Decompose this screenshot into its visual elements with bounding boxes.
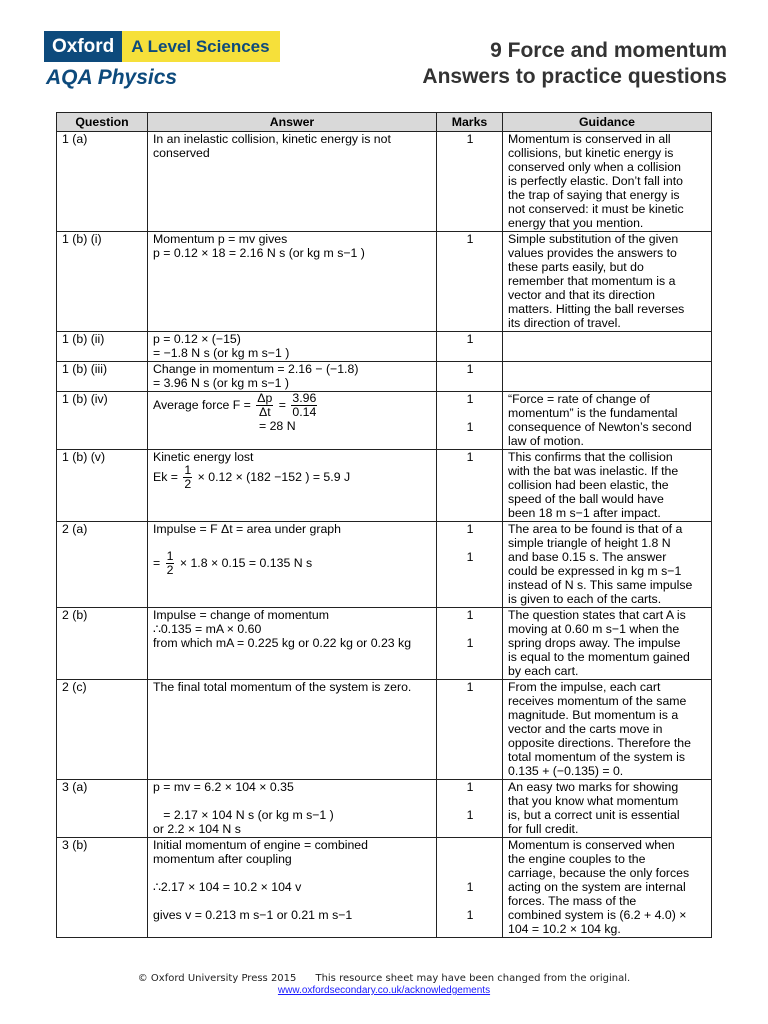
- answer-line: from which mA = 0.225 kg or 0.22 kg or 0.23 kg: [153, 636, 412, 650]
- answer-line: momentum after coupling: [153, 852, 292, 866]
- fraction: [166, 550, 175, 577]
- guidance-line: the trap of saying that energy is: [508, 188, 680, 202]
- guidance-line: combined system is (6.2 + 4.0) ×: [508, 908, 687, 922]
- question-cell: 1 (b) (ii): [57, 332, 148, 362]
- guidance-line: moving at 0.60 m s−1 when the: [508, 622, 680, 636]
- marks-cell: [437, 332, 503, 362]
- guidance-line: spring drops away. The impulse: [508, 636, 681, 650]
- mark-value: 1: [466, 420, 474, 434]
- question-cell: 1 (b) (iii): [57, 362, 148, 392]
- chapter-subtitle: Answers to practice questions: [422, 65, 727, 88]
- answer-line: p = mv = 6.2 × 104 × 0.35: [153, 780, 294, 794]
- guidance-line: This confirms that the collision: [508, 450, 673, 464]
- answer-cell: [148, 392, 437, 450]
- guidance-line: 104 = 10.2 × 104 kg.: [508, 922, 621, 936]
- answer-line: Kinetic energy lost: [153, 450, 254, 464]
- mark-value: 1: [466, 132, 474, 146]
- guidance-cell: [503, 680, 712, 780]
- answer-cell: [148, 362, 437, 392]
- guidance-line: Momentum is conserved when: [508, 838, 675, 852]
- answer-cell: [148, 522, 437, 608]
- table-row: [57, 362, 712, 392]
- guidance-line: values provides the answers to: [508, 246, 677, 260]
- guidance-cell: [503, 522, 712, 608]
- guidance-line: that you know what momentum: [508, 794, 679, 808]
- guidance-line: The question states that cart A is: [508, 608, 686, 622]
- mark-value: 1: [466, 780, 474, 794]
- table-row: [57, 780, 712, 838]
- guidance-line: law of motion.: [508, 434, 584, 448]
- force-equation: [153, 392, 432, 419]
- guidance-line: 0.135 + (−0.135) = 0.: [508, 764, 624, 778]
- answers-table: [56, 112, 712, 938]
- question-cell: 2 (a): [57, 522, 148, 608]
- question-cell: 1 (b) (i): [57, 232, 148, 332]
- answer-cell: [148, 450, 437, 522]
- answer-cell: [148, 232, 437, 332]
- answer-line: ∴0.135 = mA × 0.60: [153, 622, 262, 636]
- guidance-line: consequence of Newton’s second: [508, 420, 692, 434]
- guidance-line: Simple substitution of the given: [508, 232, 679, 246]
- page-footer: [0, 973, 768, 997]
- guidance-line: Momentum is conserved in all: [508, 132, 671, 146]
- mark-value: 1: [466, 908, 474, 922]
- fraction-numerator: 1: [166, 549, 174, 563]
- guidance-line: vector and that its direction: [508, 288, 655, 302]
- fraction: [183, 464, 192, 491]
- question-cell: 1 (b) (iv): [57, 392, 148, 450]
- answer-line: Impulse = change of momentum: [153, 608, 330, 622]
- guidance-line: speed of the ball would have: [508, 492, 664, 506]
- answer-cell: [148, 780, 437, 838]
- table-row: [57, 132, 712, 232]
- table-row: [57, 392, 712, 450]
- marks-cell: [437, 838, 503, 938]
- question-cell: 3 (a): [57, 780, 148, 838]
- answer-line: or 2.2 × 104 N s: [153, 822, 241, 836]
- guidance-line: “Force = rate of change of: [508, 392, 650, 406]
- fraction-denominator: 2: [184, 477, 192, 491]
- guidance-line: not conserved: it must be kinetic: [508, 202, 684, 216]
- guidance-line: From the impulse, each cart: [508, 680, 661, 694]
- guidance-line: momentum” is the fundamental: [508, 406, 678, 420]
- answer-cell: [148, 680, 437, 780]
- guidance-line: energy that you mention.: [508, 216, 644, 230]
- guidance-line: is perfectly elastic. Don’t fall into: [508, 174, 683, 188]
- question-cell: 2 (b): [57, 608, 148, 680]
- answer-cell: [148, 132, 437, 232]
- table-row: [57, 522, 712, 608]
- answer-line: The final total momentum of the system is zero.: [153, 680, 412, 694]
- guidance-line: could be expressed in kg m s−1: [508, 564, 682, 578]
- page-header: [0, 0, 768, 110]
- mark-value: 1: [466, 332, 474, 346]
- mark-value: 1: [466, 392, 474, 406]
- guidance-line: collision had been elastic, the: [508, 478, 669, 492]
- guidance-line: matters. Hitting the ball reverses: [508, 302, 685, 316]
- mark-value: 1: [466, 636, 474, 650]
- header-marks: Marks: [437, 113, 503, 132]
- guidance-line: is, but a correct unit is essential: [508, 808, 680, 822]
- guidance-line: these parts easily, but do: [508, 260, 644, 274]
- answer-line: ∴2.17 × 104 = 10.2 × 104 v: [153, 880, 302, 894]
- guidance-line: The area to be found is that of a: [508, 522, 683, 536]
- marks-cell: [437, 232, 503, 332]
- header-answer: Answer: [148, 113, 437, 132]
- guidance-line: total momentum of the system is: [508, 750, 686, 764]
- copyright-notice: © Oxford University Press 2015 This resource sheet may have been changed from the original.: [137, 973, 631, 984]
- answer-line: p = 0.12 × (−15): [153, 332, 241, 346]
- answer-line: = 2.17 × 104 N s (or kg m s−1 ): [153, 808, 334, 822]
- guidance-line: is given to each of the carts.: [508, 592, 662, 606]
- guidance-cell: [503, 838, 712, 938]
- guidance-cell: [503, 332, 712, 362]
- equation-suffix: × 0.12 × (182 −152 ) = 5.9 J: [194, 469, 351, 484]
- fraction: [291, 392, 317, 419]
- table-row: [57, 450, 712, 522]
- guidance-line: receives momentum of the same: [508, 694, 687, 708]
- guidance-line: collisions, but kinetic energy is: [508, 146, 674, 160]
- guidance-line: carriage, because the only forces: [508, 866, 690, 880]
- guidance-line: remember that momentum is a: [508, 274, 676, 288]
- brand-name: Oxford: [44, 31, 122, 62]
- answer-line: = −1.8 N s (or kg m s−1 ): [153, 346, 290, 360]
- fraction-denominator: Δt: [258, 405, 271, 419]
- equation-prefix: Ek =: [153, 469, 182, 484]
- marks-cell: [437, 522, 503, 608]
- guidance-line: for full credit.: [508, 822, 579, 836]
- guidance-line: An easy two marks for showing: [508, 780, 679, 794]
- equals-sign: =: [275, 397, 290, 412]
- energy-equation: [153, 464, 432, 491]
- answer-line: Change in momentum = 2.16 − (−1.8): [153, 362, 359, 376]
- fraction-numerator: 1: [184, 463, 192, 477]
- chapter-heading: [422, 38, 727, 90]
- answer-line: = 3.96 N s (or kg m s−1 ): [153, 376, 289, 390]
- question-cell: 2 (c): [57, 680, 148, 780]
- guidance-cell: [503, 450, 712, 522]
- guidance-cell: [503, 780, 712, 838]
- guidance-line: the engine couples to the: [508, 852, 646, 866]
- question-cell: 3 (b): [57, 838, 148, 938]
- mark-value: 1: [466, 522, 474, 536]
- mark-value: 1: [466, 550, 474, 564]
- series-name: A Level Sciences: [122, 31, 279, 62]
- answer-line: conserved: [153, 146, 210, 160]
- table-row: [57, 680, 712, 780]
- guidance-cell: [503, 362, 712, 392]
- answer-cell: [148, 332, 437, 362]
- mark-value: 1: [466, 608, 474, 622]
- marks-cell: [437, 780, 503, 838]
- mark-value: 1: [466, 362, 474, 376]
- mark-value: 1: [466, 232, 474, 246]
- table-row: [57, 232, 712, 332]
- guidance-cell: [503, 392, 712, 450]
- acknowledgements-link[interactable]: www.oxfordsecondary.co.uk/acknowledgements: [277, 985, 491, 996]
- guidance-line: been 18 m s−1 after impact.: [508, 506, 661, 520]
- equation-prefix: Average force F =: [153, 397, 255, 412]
- answers-table-container: [56, 112, 711, 938]
- answer-line: gives v = 0.213 m s−1 or 0.21 m s−1: [153, 908, 353, 922]
- question-cell: 1 (a): [57, 132, 148, 232]
- marks-cell: [437, 680, 503, 780]
- guidance-line: simple triangle of height 1.8 N: [508, 536, 671, 550]
- mark-value: 1: [466, 450, 474, 464]
- table-row: [57, 838, 712, 938]
- subject-title: AQA Physics: [46, 66, 178, 89]
- guidance-cell: [503, 232, 712, 332]
- equation-suffix: × 1.8 × 0.15 = 0.135 N s: [176, 555, 313, 570]
- guidance-line: acting on the system are internal: [508, 880, 686, 894]
- mark-value: 1: [466, 880, 474, 894]
- answer-cell: [148, 838, 437, 938]
- guidance-line: conserved only when a collision: [508, 160, 681, 174]
- guidance-line: instead of N s. This same impulse: [508, 578, 693, 592]
- guidance-line: with the bat was inelastic. If the: [508, 464, 679, 478]
- answer-line: Initial momentum of engine = combined: [153, 838, 368, 852]
- guidance-line: forces. The mass of the: [508, 894, 637, 908]
- answer-line: Momentum p = mv gives: [153, 232, 288, 246]
- oxford-logo: [44, 31, 280, 62]
- question-cell: 1 (b) (v): [57, 450, 148, 522]
- fraction-numerator: Δp: [257, 391, 273, 405]
- guidance-line: by each cart.: [508, 664, 579, 678]
- marks-cell: [437, 450, 503, 522]
- guidance-cell: [503, 608, 712, 680]
- answer-result: = 28 N: [259, 419, 296, 433]
- fraction: [256, 392, 273, 419]
- answer-line: p = 0.12 × 18 = 2.16 N s (or kg m s−1 ): [153, 246, 365, 260]
- guidance-line: is equal to the momentum gained: [508, 650, 690, 664]
- equation-prefix: =: [153, 555, 164, 570]
- guidance-line: opposite directions. Therefore the: [508, 736, 691, 750]
- guidance-line: its direction of travel.: [508, 316, 621, 330]
- fraction-denominator: 2: [166, 563, 174, 577]
- header-question: Question: [57, 113, 148, 132]
- table-row: [57, 608, 712, 680]
- table-row: [57, 332, 712, 362]
- guidance-line: vector and the carts move in: [508, 722, 663, 736]
- fraction-denominator: 0.14: [292, 405, 317, 419]
- fraction-numerator: 3.96: [292, 391, 317, 405]
- header-guidance: Guidance: [503, 113, 712, 132]
- impulse-equation: [153, 550, 432, 577]
- marks-cell: [437, 132, 503, 232]
- marks-cell: [437, 392, 503, 450]
- guidance-line: and base 0.15 s. The answer: [508, 550, 667, 564]
- guidance-cell: [503, 132, 712, 232]
- mark-value: 1: [466, 808, 474, 822]
- chapter-title: 9 Force and momentum: [490, 39, 727, 62]
- table-header-row: [57, 113, 712, 132]
- marks-cell: [437, 362, 503, 392]
- marks-cell: [437, 608, 503, 680]
- answer-line: Impulse = F Δt = area under graph: [153, 522, 341, 536]
- answer-cell: [148, 608, 437, 680]
- mark-value: 1: [466, 680, 474, 694]
- answer-line: In an inelastic collision, kinetic energy is not: [153, 132, 391, 146]
- guidance-line: magnitude. But momentum is a: [508, 708, 679, 722]
